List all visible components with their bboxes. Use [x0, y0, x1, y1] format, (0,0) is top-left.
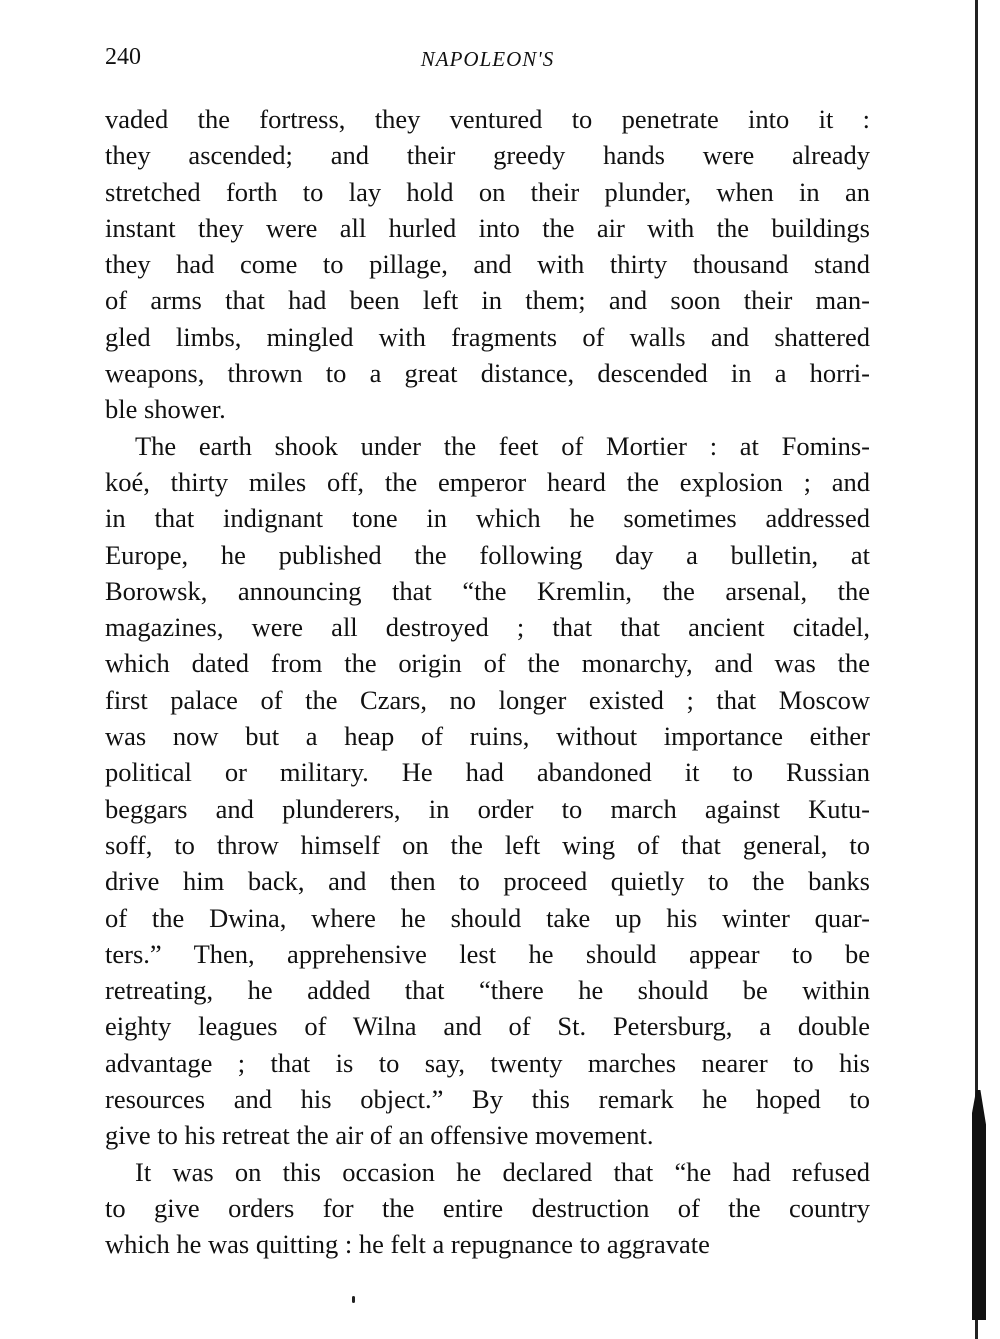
text-line: political or military. He had abandoned it to Russian: [105, 757, 870, 788]
text-line: was now but a heap of ruins, without importance either: [105, 721, 870, 752]
text-line: of the Dwina, where he should take up his winter quar-: [105, 902, 870, 933]
text-line: Borowsk, announcing that “the Kremlin, the arsenal, the: [105, 575, 870, 606]
text-line: to give orders for the entire destruction of the country: [105, 1192, 870, 1223]
text-line: beggars and plunderers, in order to march against Kutu-: [105, 793, 870, 824]
text-line: resources and his object.” By this remark he hoped to: [105, 1084, 870, 1115]
page-header: [105, 44, 870, 80]
text-line: stretched forth to lay hold on their plunder, when in an: [105, 176, 870, 207]
text-line: they had come to pillage, and with thirty thousand stand: [105, 249, 870, 280]
scan-speck: [352, 1296, 355, 1303]
text-line: soff, to throw himself on the left wing of that general, to: [105, 829, 870, 860]
text-line: drive him back, and then to proceed quietly to the banks: [105, 866, 870, 897]
paragraph: [105, 1154, 870, 1263]
text-line: koé, thirty miles off, the emperor heard the explosion ; and: [105, 466, 870, 497]
running-title: NAPOLEON'S: [420, 47, 555, 71]
paragraph: [105, 428, 870, 1154]
text-line: they ascended; and their greedy hands were already: [105, 140, 870, 171]
text-line: eighty leagues of Wilna and of St. Petersburg, a double: [105, 1011, 870, 1042]
text-line: which dated from the origin of the monarchy, and was the: [105, 648, 870, 679]
text-line: first palace of the Czars, no longer existed ; that Moscow: [105, 684, 870, 715]
paragraph: [105, 101, 870, 428]
text-line: which he was quitting : he felt a repugnance to aggravate: [105, 1229, 710, 1260]
text-line: instant they were all hurled into the air with the buildings: [105, 212, 870, 243]
text-line: of arms that had been left in them; and soon their man-: [105, 285, 870, 316]
text-line: gled limbs, mingled with fragments of walls and shattered: [105, 321, 870, 352]
text-line: ters.” Then, apprehensive lest he should appear to be: [105, 938, 870, 969]
text-line: advantage ; that is to say, twenty marches nearer to his: [105, 1047, 870, 1078]
text-line: weapons, thrown to a great distance, descended in a horri-: [105, 358, 870, 389]
scan-edge-shadow: [972, 1090, 986, 1320]
text-line: ble shower.: [105, 394, 226, 425]
text-line: It was on this occasion he declared that “he had refused: [135, 1156, 870, 1187]
text-line: The earth shook under the feet of Mortier : at Fomins-: [135, 430, 870, 461]
text-line: magazines, were all destroyed ; that that ancient citadel,: [105, 612, 870, 643]
text-line: in that indignant tone in which he sometimes addressed: [105, 503, 870, 534]
text-line: give to his retreat the air of an offensive movement.: [105, 1120, 654, 1151]
text-line: vaded the fortress, they ventured to penetrate into it :: [105, 104, 870, 134]
text-line: retreating, he added that “there he should be within: [105, 975, 870, 1006]
page-number: 240: [105, 44, 141, 70]
text-line: Europe, he published the following day a bulletin, at: [105, 539, 870, 570]
page-body: [105, 101, 870, 1263]
